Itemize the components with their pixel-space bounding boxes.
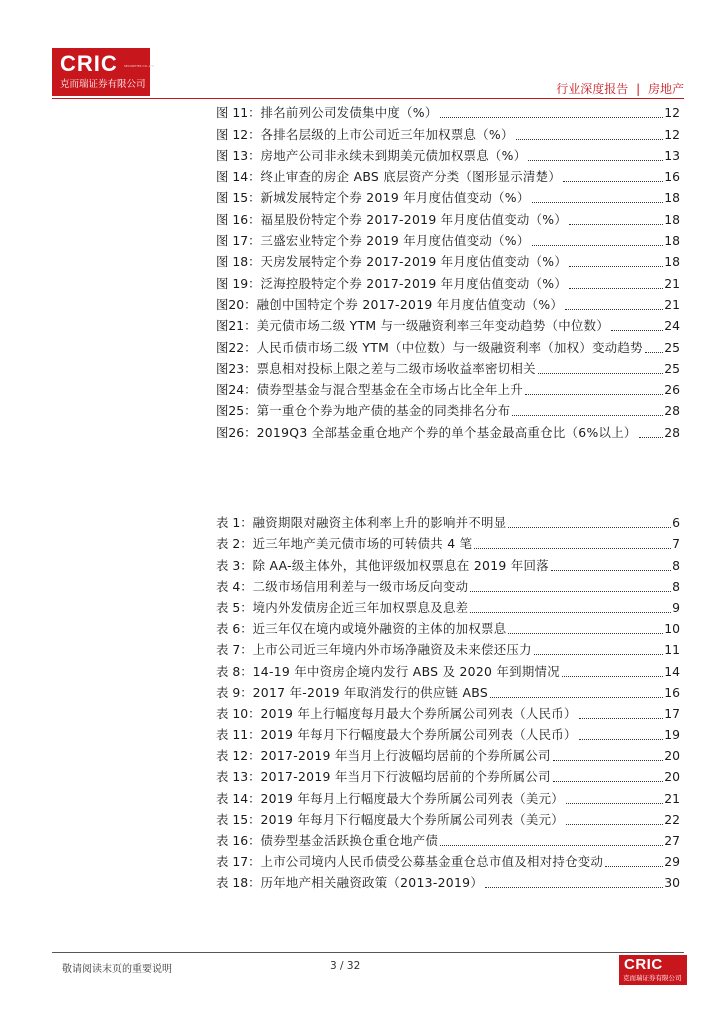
toc-leader-dots (566, 824, 663, 825)
table-label: 表 9： (216, 684, 253, 700)
table-label: 表 13： (216, 769, 261, 785)
toc-leader-dots (639, 437, 664, 438)
figure-toc-entry[interactable] (216, 143, 680, 164)
toc-leader-dots (440, 845, 663, 846)
table-page-number: 7 (672, 536, 680, 552)
table-toc-entry[interactable] (216, 764, 680, 785)
table-toc-entry[interactable] (216, 743, 680, 764)
toc-leader-dots (538, 373, 663, 374)
table-title: 上市公司境内人民币债受公募基金重仓总市值及相对持仓变动 (260, 854, 604, 870)
figure-page-number: 12 (664, 126, 680, 142)
table-page-number: 17 (664, 705, 680, 721)
table-page-number: 29 (664, 854, 680, 870)
figure-page-number: 18 (664, 190, 680, 206)
toc-leader-dots (516, 139, 664, 140)
company-logo (52, 48, 155, 96)
figure-title: 美元债市场二级 YTM 与一级融资利率三年变动趋势（中位数） (256, 318, 610, 334)
toc-leader-dots (645, 352, 663, 353)
table-label: 表 11： (216, 727, 261, 743)
table-toc-entry[interactable] (216, 870, 680, 891)
table-page-number: 20 (664, 748, 680, 764)
footer-logo (619, 955, 687, 985)
figure-title: 融创中国特定个券 2017-2019 年月度估值变动（%） (256, 296, 564, 312)
figures-toc (216, 100, 680, 441)
toc-leader-dots (470, 591, 671, 592)
table-toc-entry[interactable] (216, 658, 680, 679)
table-toc-entry[interactable] (216, 616, 680, 637)
toc-leader-dots (525, 394, 663, 395)
table-toc-entry[interactable] (216, 722, 680, 743)
table-title: 除 AA-级主体外，其他评级加权票息在 2019 年回落 (252, 557, 549, 573)
toc-leader-dots (569, 224, 663, 225)
table-title: 2017-2019 年当月下行波幅均居前的个券所属公司 (260, 769, 551, 785)
logo-text: CRIC (60, 51, 118, 76)
toc-leader-dots (474, 548, 671, 549)
figure-page-number: 25 (664, 360, 680, 376)
figure-title: 票息相对投标上限之差与二级市场收益率密切相关 (256, 360, 536, 376)
table-page-number: 20 (664, 769, 680, 785)
table-page-number: 10 (664, 621, 680, 637)
figure-page-number: 26 (664, 382, 680, 398)
table-toc-entry[interactable] (216, 701, 680, 722)
figure-toc-entry[interactable] (216, 206, 680, 227)
table-toc-entry[interactable] (216, 531, 680, 552)
toc-leader-dots (565, 309, 663, 310)
figure-label: 图 16： (216, 211, 261, 227)
figure-title: 2019Q3 全部基金重仓地产个券的单个基金最高重仓比（6%以上） (256, 424, 637, 440)
figure-label: 图 17： (216, 233, 261, 249)
toc-leader-dots (563, 181, 663, 182)
toc-leader-dots (579, 718, 664, 719)
toc-leader-dots (605, 866, 663, 867)
figure-toc-entry[interactable] (216, 185, 680, 206)
table-title: 2017 年-2019 年取消发行的供应链 ABS (252, 684, 488, 700)
figure-toc-entry[interactable] (216, 228, 680, 249)
figure-title: 三盛宏业特定个券 2019 年月度估值变动（%） (260, 233, 530, 249)
table-title: 融资期限对融资主体利率上升的影响并不明显 (252, 515, 507, 531)
toc-leader-dots (528, 160, 663, 161)
figure-title: 终止审查的房企 ABS 底层资产分类（图形显示清楚） (260, 169, 562, 185)
table-label: 表 1： (216, 515, 253, 531)
figure-title: 第一重仓个券为地产债的基金的同类排名分布 (256, 403, 511, 419)
table-title: 历年地产相关融资政策（2013-2019） (260, 875, 484, 891)
table-page-number: 11 (664, 642, 680, 658)
footer-logo-text: CRIC (624, 956, 663, 973)
figure-page-number: 18 (664, 254, 680, 270)
figure-page-number: 16 (664, 169, 680, 185)
toc-leader-dots (508, 527, 671, 528)
table-title: 近三年仅在境内或境外融资的主体的加权票息 (252, 621, 507, 637)
table-page-number: 8 (672, 578, 680, 594)
figure-title: 排名前列公司发债集中度（%） (260, 105, 438, 121)
table-toc-entry[interactable] (216, 807, 680, 828)
table-page-number: 6 (672, 515, 680, 531)
figure-page-number: 25 (664, 339, 680, 355)
table-toc-entry[interactable] (216, 552, 680, 573)
toc-leader-dots (490, 697, 663, 698)
table-page-number: 27 (664, 833, 680, 848)
table-toc-entry[interactable] (216, 637, 680, 658)
footer-disclaimer: 敬请阅读末页的重要说明 (62, 964, 172, 975)
table-label: 表 10： (216, 705, 261, 721)
table-page-number: 22 (664, 811, 680, 827)
figure-toc-entry[interactable] (216, 270, 680, 291)
table-title: 2019 年每月上行幅度最大个券所属公司列表（美元） (260, 790, 564, 806)
table-label: 表 14： (216, 790, 261, 806)
table-toc-entry[interactable] (216, 595, 680, 616)
table-label: 表 17： (216, 854, 261, 870)
table-page-number: 9 (672, 599, 680, 615)
figure-label: 图 18： (216, 254, 261, 270)
toc-leader-dots (553, 781, 664, 782)
figure-toc-entry[interactable] (216, 419, 680, 440)
table-label: 表 4： (216, 578, 253, 594)
figure-title: 人民币债市场二级 YTM（中位数）与一级融资利率（加权）变动趋势 (256, 339, 643, 355)
figure-page-number: 18 (664, 211, 680, 227)
figure-label: 图 14： (216, 169, 261, 185)
table-label: 表 15： (216, 811, 261, 827)
logo-small-text: SECURITIES CO.,LTD (124, 64, 155, 68)
figure-toc-entry[interactable] (216, 313, 680, 334)
figure-title: 泛海控股特定个券 2017-2019 年月度估值变动（%） (260, 275, 568, 291)
figure-title: 房地产公司非永续未到期美元债加权票息（%） (260, 147, 527, 163)
table-page-number: 21 (664, 790, 680, 806)
figure-toc-entry[interactable] (216, 334, 680, 355)
figure-label: 图23： (216, 360, 257, 376)
figure-label: 图22： (216, 339, 257, 355)
figure-page-number: 21 (664, 296, 680, 312)
toc-leader-dots (569, 266, 663, 267)
figure-title: 各排名层级的上市公司近三年加权票息（%） (260, 126, 514, 142)
toc-leader-dots (512, 415, 663, 416)
toc-leader-dots (551, 570, 671, 571)
figure-toc-entry[interactable] (216, 121, 680, 142)
figure-toc-entry[interactable] (216, 377, 680, 398)
header-separator: | (636, 82, 641, 96)
figure-toc-entry[interactable] (216, 164, 680, 185)
table-title: 2019 年上行幅度每月最大个券所属公司列表（人民币） (260, 705, 577, 721)
figure-page-number: 24 (664, 318, 680, 334)
table-label: 表 3： (216, 557, 253, 573)
report-type: 行业深度报告 (556, 82, 629, 96)
figure-label: 图24： (216, 382, 257, 398)
figure-title: 天房发展特定个券 2017-2019 年月度估值变动（%） (260, 254, 568, 270)
table-title: 境内外发债房企近三年加权票息及息差 (252, 599, 469, 615)
figure-toc-entry[interactable] (216, 100, 680, 121)
figure-title: 新城发展特定个券 2019 年月度估值变动（%） (260, 190, 530, 206)
table-label: 表 2： (216, 536, 253, 552)
toc-leader-dots (508, 633, 663, 634)
table-label: 表 18： (216, 875, 261, 891)
table-title: 近三年地产美元债市场的可转债共 4 笔 (252, 536, 473, 552)
header-divider (52, 98, 684, 99)
toc-leader-dots (569, 288, 663, 289)
table-label: 表 12： (216, 748, 261, 764)
table-title: 2019 年每月下行幅度最大个券所属公司列表（人民币） (260, 727, 577, 743)
table-toc-entry[interactable] (216, 849, 680, 870)
report-sector: 房地产 (647, 82, 684, 96)
toc-leader-dots (562, 676, 663, 677)
figure-toc-entry[interactable] (216, 292, 680, 313)
table-label: 表 5： (216, 599, 253, 615)
toc-leader-dots (532, 245, 664, 246)
report-header (556, 80, 684, 97)
logo-company-name: 克而瑞证券有限公司 (60, 79, 146, 90)
page-number: 3 / 32 (330, 960, 361, 972)
figure-page-number: 28 (664, 424, 680, 440)
toc-leader-dots (566, 803, 663, 804)
figure-page-number: 18 (664, 233, 680, 249)
toc-leader-dots (579, 739, 664, 740)
table-page-number: 19 (664, 727, 680, 743)
figure-label: 图26： (216, 424, 257, 440)
figure-toc-entry[interactable] (216, 398, 680, 419)
figure-page-number: 21 (664, 275, 680, 291)
figure-page-number: 12 (664, 105, 680, 121)
figure-label: 图 12： (216, 126, 261, 142)
table-page-number: 16 (664, 684, 680, 700)
table-page-number: 8 (672, 557, 680, 573)
toc-leader-dots (485, 887, 663, 888)
figure-toc-entry[interactable] (216, 249, 680, 270)
table-title: 二级市场信用利差与一级市场反向变动 (252, 578, 469, 594)
table-toc-entry[interactable] (216, 680, 680, 701)
figure-label: 图 11： (216, 105, 261, 121)
table-toc-entry[interactable] (216, 785, 680, 806)
figure-page-number: 13 (664, 147, 680, 163)
table-toc-entry[interactable] (216, 828, 680, 849)
toc-leader-dots (470, 612, 671, 613)
toc-leader-dots (534, 654, 663, 655)
figure-label: 图21： (216, 318, 257, 334)
toc-leader-dots (532, 202, 664, 203)
figure-page-number: 28 (664, 403, 680, 419)
figure-toc-entry[interactable] (216, 356, 680, 377)
footer-divider (52, 952, 684, 953)
figure-label: 图 15： (216, 190, 261, 206)
figure-label: 图 13： (216, 147, 261, 163)
footer-logo-company-name: 克而瑞证券有限公司 (623, 974, 682, 982)
figure-label: 图25： (216, 403, 257, 419)
figure-label: 图20： (216, 296, 257, 312)
toc-leader-dots (440, 117, 664, 118)
table-toc-entry[interactable] (216, 574, 680, 595)
table-title: 14-19 年中资房企境内发行 ABS 及 2020 年到期情况 (252, 663, 560, 679)
table-label: 表 7： (216, 642, 253, 658)
toc-leader-dots (553, 760, 664, 761)
table-page-number: 14 (664, 663, 680, 679)
table-title: 2017-2019 年当月上行波幅均居前的个券所属公司 (260, 748, 551, 764)
table-title: 上市公司近三年境内外市场净融资及未来偿还压力 (252, 642, 532, 658)
table-label: 表 16： (216, 833, 261, 848)
table-title: 2019 年每月下行幅度最大个券所属公司列表（美元） (260, 811, 564, 827)
tables-toc (216, 510, 680, 891)
figure-title: 福星股份特定个券 2017-2019 年月度估值变动（%） (260, 211, 568, 227)
toc-leader-dots (611, 330, 663, 331)
table-toc-entry[interactable] (216, 510, 680, 531)
table-page-number: 30 (664, 875, 680, 891)
figure-label: 图 19： (216, 275, 261, 291)
table-label: 表 8： (216, 663, 253, 679)
figure-title: 债券型基金与混合型基金在全市场占比全年上升 (256, 382, 524, 398)
table-label: 表 6： (216, 621, 253, 637)
table-title: 债券型基金活跃换仓重仓地产债 (260, 833, 439, 848)
